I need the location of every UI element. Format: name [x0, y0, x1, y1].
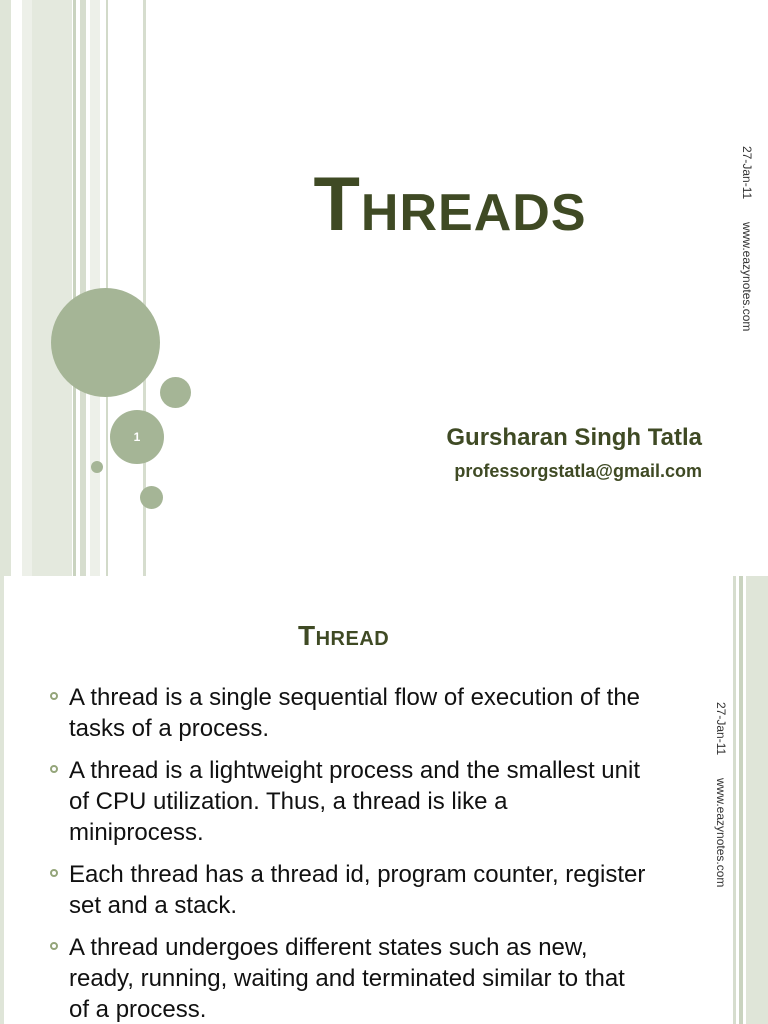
bullet-circle-icon	[50, 869, 58, 877]
bullet-text: A thread is a lightweight process and the smallest unit of CPU utilization. Thus, a thread is like a miniprocess.	[69, 757, 640, 846]
list-item	[48, 682, 648, 744]
bullet-circle-icon	[50, 765, 58, 773]
slide-title	[200, 162, 700, 253]
list-item	[48, 859, 648, 921]
bullet-text: A thread is a single sequential flow of execution of the tasks of a process.	[69, 684, 641, 742]
title-rest: HREADS	[360, 184, 587, 242]
content-slide	[0, 576, 768, 1024]
title-initial: T	[298, 620, 316, 651]
bullet-text: Each thread has a thread id, program counter, register set and a stack.	[69, 861, 646, 919]
decor-band	[73, 0, 76, 576]
decor-band	[0, 0, 11, 576]
decor-circle	[160, 377, 191, 408]
list-item	[48, 755, 648, 848]
slide-date: 27-Jan-11	[714, 702, 728, 756]
author-name: Gursharan Singh Tatla	[446, 424, 702, 451]
decor-circle	[91, 461, 103, 473]
slide-title	[298, 620, 389, 652]
slide-website: www.eazynotes.com	[714, 778, 728, 888]
title-initial: T	[313, 162, 361, 247]
decor-band	[739, 576, 743, 1024]
decor-band	[0, 576, 4, 1024]
title-rest: HREAD	[315, 628, 390, 650]
decor-band	[32, 0, 72, 576]
bullet-text: A thread undergoes different states such as new, ready, running, waiting and terminated similar to that of a process.	[69, 934, 625, 1023]
decor-circle-large	[51, 288, 160, 397]
decor-circle	[140, 486, 163, 509]
bullet-circle-icon	[50, 692, 58, 700]
list-item	[48, 932, 648, 1024]
bullet-list	[48, 682, 648, 1024]
decor-band	[733, 576, 736, 1024]
bullet-circle-icon	[50, 942, 58, 950]
decor-band	[22, 0, 32, 576]
decor-band	[80, 0, 86, 576]
slide-website: www.eazynotes.com	[740, 222, 754, 332]
decor-band	[746, 576, 768, 1024]
author-email: professorgstatla@gmail.com	[454, 461, 702, 481]
page-number: 1	[133, 430, 141, 444]
slide-date: 27-Jan-11	[740, 146, 754, 200]
